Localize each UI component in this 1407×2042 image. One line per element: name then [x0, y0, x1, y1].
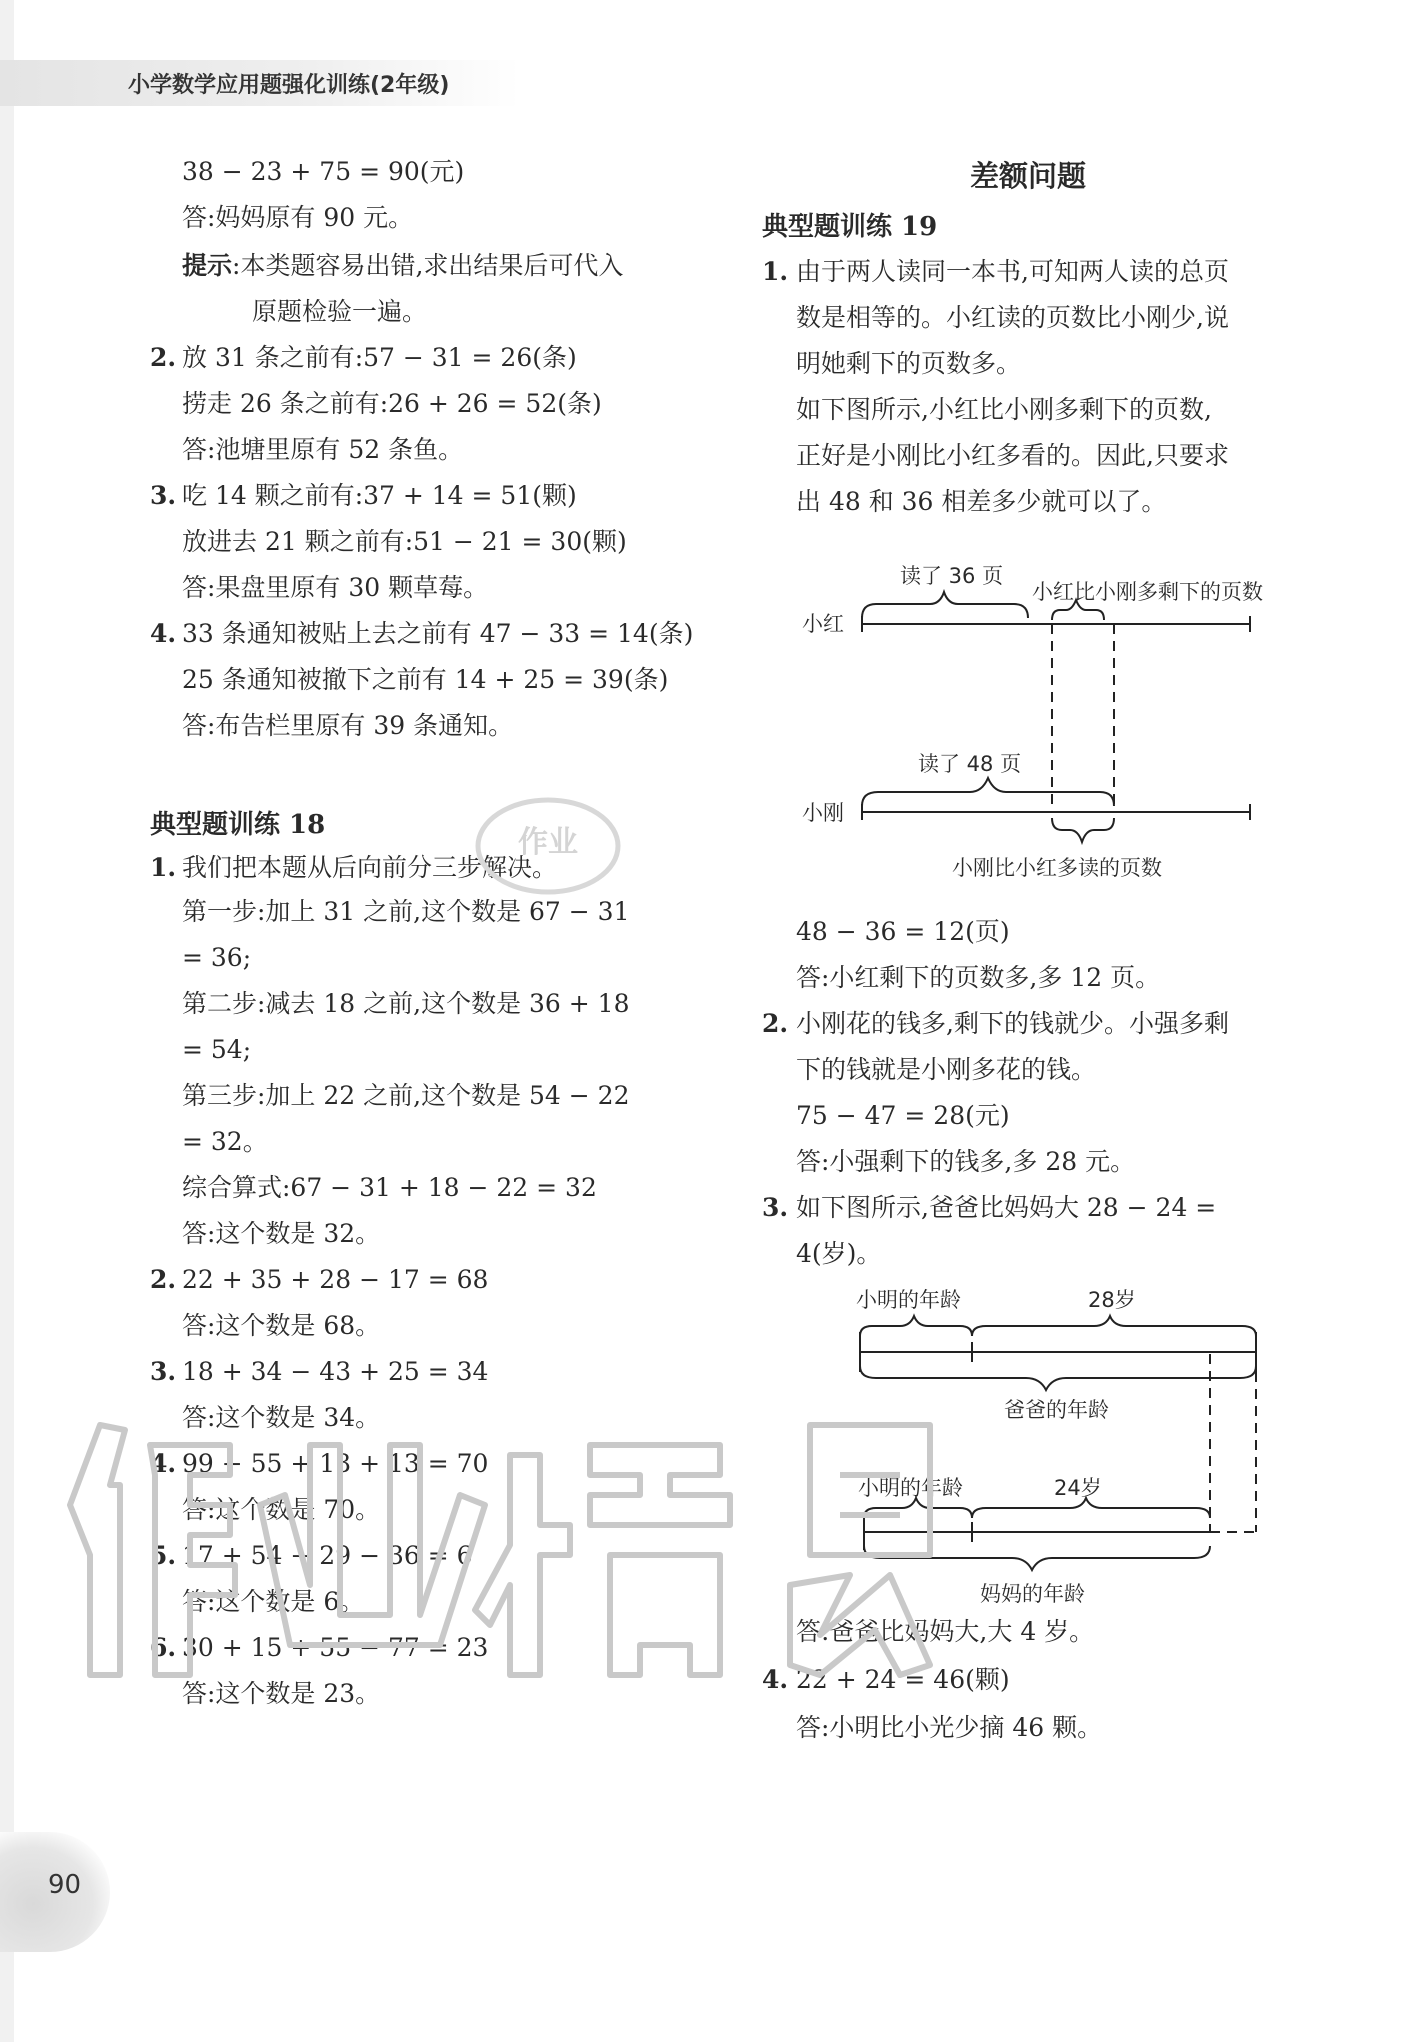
text-line: = 32。	[182, 1127, 268, 1156]
brace-xiaoming-top	[860, 1316, 972, 1336]
brace-28	[972, 1316, 1256, 1336]
label-xiaohong: 小红	[802, 612, 844, 636]
item-number: 4.	[150, 1449, 177, 1478]
watermark-logo	[30, 1385, 1030, 1685]
item-number: 2.	[762, 1009, 789, 1038]
text-line: 如下图所示,小红比小刚多剩下的页数,	[796, 395, 1212, 424]
text-line: 25 条通知被撤下之前有 14 + 25 = 39(条)	[182, 665, 669, 694]
label-read36: 读了 36 页	[900, 564, 1004, 588]
label-xiaoming-age-bottom: 小明的年龄	[858, 1476, 963, 1500]
text-line: 33 条通知被贴上去之前有 47 − 33 = 14(条)	[182, 619, 694, 648]
text-line: 第三步:加上 22 之前,这个数是 54 − 22	[182, 1081, 630, 1110]
text-line: 捞走 26 条之前有:26 + 26 = 52(条)	[182, 389, 602, 418]
text-line: 原题检验一遍。	[252, 297, 428, 326]
text-line: 数是相等的。小红读的页数比小刚少,说	[796, 303, 1229, 332]
text-line: 答:爸爸比妈妈大,大 4 岁。	[796, 1617, 1095, 1646]
text-line: 吃 14 颗之前有:37 + 14 = 51(颗)	[182, 481, 577, 510]
text-line: 答:这个数是 32。	[182, 1219, 381, 1248]
text-line: 4(岁)。	[796, 1239, 882, 1268]
watermark-stamp-text: 作业	[518, 825, 578, 860]
text-line: = 54;	[182, 1035, 252, 1064]
text-line: 小刚花的钱多,剩下的钱就少。小强多剩	[796, 1009, 1229, 1038]
label-28-years: 28岁	[1088, 1288, 1136, 1312]
text-line: 第一步:加上 31 之前,这个数是 67 − 31	[182, 897, 630, 926]
text-line: 答:这个数是 23。	[182, 1679, 381, 1708]
label-top-note: 小红比小刚多剩下的页数	[1032, 580, 1263, 604]
item-number: 2.	[150, 1265, 177, 1294]
text-line: 答:小强剩下的钱多,多 28 元。	[796, 1147, 1136, 1176]
text-line: 如下图所示,爸爸比妈妈大 28 − 24 =	[796, 1193, 1217, 1222]
label-xiaoming-age-top: 小明的年龄	[856, 1288, 961, 1312]
item-number: 4.	[762, 1665, 789, 1694]
text-line: 第二步:减去 18 之前,这个数是 36 + 18	[182, 989, 630, 1018]
text-line: 出 48 和 36 相差多少就可以了。	[796, 487, 1167, 516]
hint-line	[182, 250, 623, 282]
item-number: 5.	[150, 1541, 177, 1570]
item-number: 1.	[150, 853, 177, 882]
text-line: 答:小明比小光少摘 46 颗。	[796, 1713, 1103, 1742]
text-line: 17 + 54 − 29 − 36 = 6	[182, 1541, 473, 1570]
text-line: 答:小红剩下的页数多,多 12 页。	[796, 963, 1161, 992]
label-read48: 读了 48 页	[918, 752, 1022, 776]
item-number: 1.	[762, 257, 789, 286]
text-line: 答:这个数是 70。	[182, 1495, 381, 1524]
topic-title: 差额问题	[970, 159, 1087, 193]
item-number: 4.	[150, 619, 177, 648]
brace-read48	[862, 778, 1114, 806]
text-line: 48 − 36 = 12(页)	[796, 917, 1010, 946]
text-line: 下的钱就是小刚多花的钱。	[796, 1055, 1097, 1084]
page-number: 90	[48, 1870, 82, 1900]
item-number: 3.	[150, 1357, 177, 1386]
text-line: = 36;	[182, 943, 252, 972]
page-edge-strip	[0, 0, 14, 2042]
text-line: 答:妈妈原有 90 元。	[182, 203, 414, 232]
label-xiaogang: 小刚	[802, 801, 844, 825]
text-line: 由于两人读同一本书,可知两人读的总页	[796, 257, 1229, 286]
text-line: 答:这个数是 68。	[182, 1311, 381, 1340]
text-line: 正好是小刚比小红多看的。因此,只要求	[796, 441, 1229, 470]
section-title-18: 典型题训练 18	[150, 810, 326, 840]
hint-label: 提示	[182, 251, 233, 280]
text-line: 答:这个数是 34。	[182, 1403, 381, 1432]
text-line: 18 + 34 − 43 + 25 = 34	[182, 1357, 489, 1386]
text-line: 30 + 15 + 55 − 77 = 23	[182, 1633, 489, 1662]
text-line: 22 + 35 + 28 − 17 = 68	[182, 1265, 489, 1294]
brace-read36	[862, 592, 1028, 618]
hint-text: :本类题容易出错,求出结果后可代入	[232, 251, 624, 280]
text-line: 99 − 55 + 13 + 13 = 70	[182, 1449, 489, 1478]
label-mother-age: 妈妈的年龄	[980, 1582, 1085, 1606]
text-line: 综合算式:67 − 31 + 18 − 22 = 32	[182, 1173, 597, 1202]
text-line: 答:果盘里原有 30 颗草莓。	[182, 573, 489, 602]
item-number: 3.	[150, 481, 177, 510]
text-line: 答:这个数是 6。	[182, 1587, 365, 1616]
brace-diff-bottom	[1052, 818, 1114, 842]
item-number: 2.	[150, 343, 177, 372]
text-line: 我们把本题从后向前分三步解决。	[182, 853, 558, 882]
text-line: 放 31 条之前有:57 − 31 = 26(条)	[182, 343, 577, 372]
text-line: 答:布告栏里原有 39 条通知。	[182, 711, 514, 740]
watermark-stamp	[468, 790, 628, 900]
label-father-age: 爸爸的年龄	[1004, 1398, 1109, 1422]
text-line: 明她剩下的页数多。	[796, 349, 1022, 378]
text-line: 放进去 21 颗之前有:51 − 21 = 30(颗)	[182, 527, 627, 556]
text-line: 22 + 24 = 46(颗)	[796, 1665, 1010, 1694]
item-number: 3.	[762, 1193, 789, 1222]
text-line: 75 − 47 = 28(元)	[796, 1101, 1010, 1130]
label-bottom-note: 小刚比小红多读的页数	[952, 856, 1162, 880]
text-line: 答:池塘里原有 52 条鱼。	[182, 435, 464, 464]
item-number: 6.	[150, 1633, 177, 1662]
section-title-19: 典型题训练 19	[762, 212, 938, 242]
header-title: 小学数学应用题强化训练(2年级)	[128, 73, 450, 98]
label-24-years: 24岁	[1054, 1476, 1102, 1500]
text-line: 38 − 23 + 75 = 90(元)	[182, 157, 465, 186]
